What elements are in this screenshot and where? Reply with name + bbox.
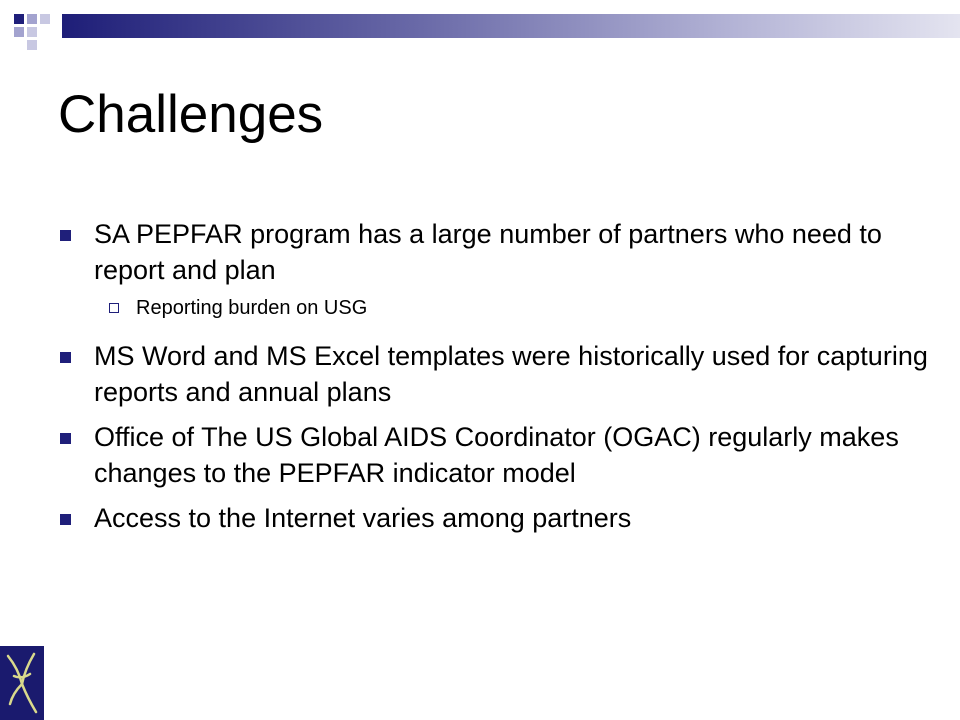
bullet-item	[58, 216, 938, 288]
bullet-item	[58, 419, 938, 491]
sub-bullet-item	[58, 295, 938, 321]
hollow-square-bullet-icon	[109, 303, 119, 313]
square-bullet-icon	[60, 514, 71, 525]
decorative-square	[40, 14, 50, 24]
decorative-square	[14, 27, 24, 37]
decorative-square	[27, 14, 37, 24]
logo-stroke	[14, 674, 30, 677]
bullet-text: SA PEPFAR program has a large number of partners who need to report and plan	[94, 219, 882, 285]
logo-stroke	[22, 654, 34, 684]
slide-title: Challenges	[58, 85, 324, 144]
bullet-text: Office of The US Global AIDS Coordinator (OGAC) regularly makes changes to the PEPFAR indicator model	[94, 422, 899, 488]
header-gradient-bar	[62, 14, 960, 38]
decorative-square	[27, 27, 37, 37]
logo-stroke	[8, 656, 22, 684]
logo-graphic	[0, 646, 44, 720]
bullet-text: Access to the Internet varies among partners	[94, 503, 632, 533]
sub-bullet-text: Reporting burden on USG	[136, 297, 368, 319]
square-bullet-icon	[60, 352, 71, 363]
decorative-square	[14, 14, 24, 24]
square-bullet-icon	[60, 433, 71, 444]
stick-figure-logo-icon	[0, 646, 44, 720]
bullet-text: MS Word and MS Excel templates were historically used for capturing reports and annual plans	[94, 341, 928, 407]
bullet-item	[58, 338, 938, 410]
square-bullet-icon	[60, 230, 71, 241]
decorative-square	[27, 40, 37, 50]
logo-stroke	[22, 684, 36, 712]
bullet-item	[58, 500, 938, 536]
logo-stroke	[10, 684, 22, 704]
bullet-list	[58, 216, 938, 545]
